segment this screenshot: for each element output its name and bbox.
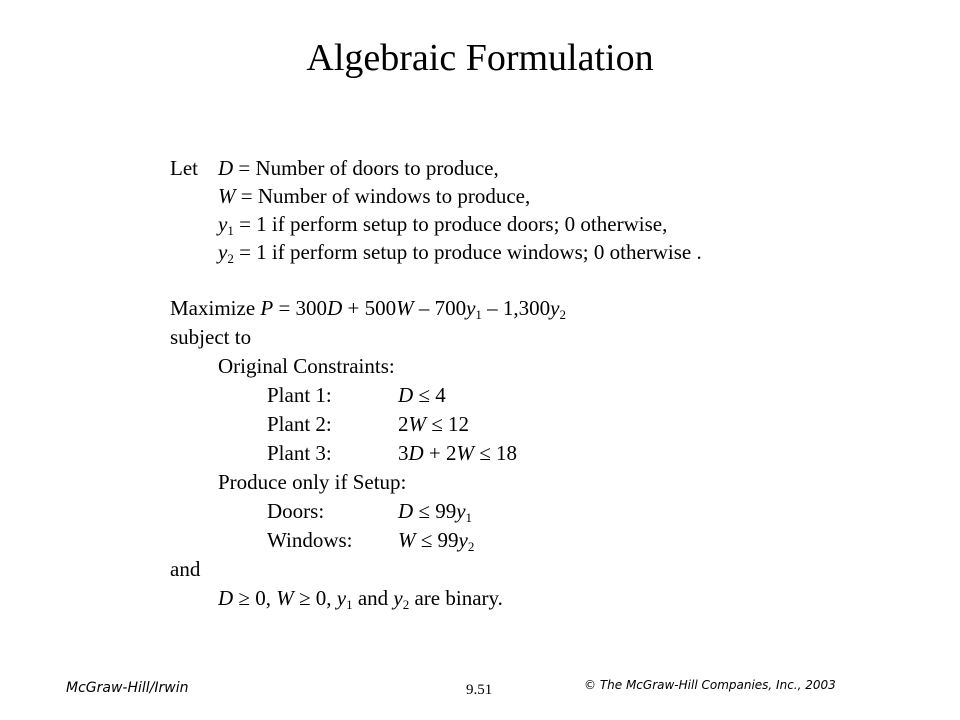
original-constraints-heading: Original Constraints: [218,354,395,378]
var-d: D [408,441,424,465]
var-w: W [276,586,294,610]
var-w: W [398,528,416,552]
nonnegativity-constraint [218,586,503,610]
var-w: W [408,412,426,436]
subscript: 1 [475,307,482,322]
coefficient: 2 [398,412,409,436]
definition-doors [218,156,499,180]
var-p: P [260,296,274,320]
var-y: y [218,240,228,264]
footer-publisher: McGraw-Hill/Irwin [66,680,189,696]
constraint-text: ≥ 0, [293,586,337,610]
y1-definition: = 1 if perform setup to produce doors; 0 otherwise, [233,212,668,236]
slide-title: Algebraic Formulation [306,37,654,79]
var-d: D [398,383,414,407]
var-d: D [327,296,343,320]
doors-definition: = Number of doors to produce, [233,156,499,180]
plant3-constraint [398,441,517,465]
var-y: y [456,499,466,523]
subscript: 2 [559,307,566,322]
objective-function [170,296,566,320]
plant3-label: Plant 3: [267,441,332,465]
objective-text: + 500 [342,296,397,320]
var-w: W [456,441,475,465]
plant1-constraint [398,383,446,407]
var-w: W [396,296,414,320]
subscript: 2 [227,251,234,266]
constraint-text: and [352,586,394,610]
objective-text: – 700 [413,296,467,320]
subscript: 1 [465,510,473,525]
maximize-label: Maximize [170,296,261,320]
windows-constraint [398,528,474,552]
var-d: D [398,499,414,523]
footer-copyright: © The McGraw-Hill Companies, Inc., 2003 [584,678,836,692]
constraint-rhs: ≤ 4 [413,383,446,407]
subscript: 2 [467,539,475,554]
windows-definition: = Number of windows to produce, [235,184,531,208]
definition-y1 [218,212,667,236]
constraint-rhs: ≤ 99 [413,499,457,523]
coefficient: 3 [398,441,409,465]
subscript: 2 [402,597,410,612]
constraint-text: are binary. [409,586,503,610]
let-line-doors [170,156,198,180]
constraint-text: ≥ 0, [233,586,277,610]
var-w: W [218,184,236,208]
var-y: y [393,586,403,610]
var-y: y [550,296,560,320]
windows-label: Windows: [267,528,353,552]
constraint-rhs: ≤ 18 [474,441,518,465]
produce-only-heading: Produce only if Setup: [218,470,407,494]
let-label: Let [170,156,198,180]
var-y: y [458,528,468,552]
plant2-constraint [398,412,469,436]
var-d: D [218,586,234,610]
plant2-label: Plant 2: [267,412,332,436]
plant1-label: Plant 1: [267,383,332,407]
definition-y2 [218,240,702,264]
var-y: y [336,586,347,610]
and-label: and [170,557,201,581]
objective-text: – 1,300 [481,296,551,320]
y2-definition: = 1 if perform setup to produce windows; 0 otherwise . [233,240,702,264]
var-d: D [218,156,234,180]
var-y: y [218,212,228,236]
constraint-mid: + 2 [423,441,457,465]
subscript: 1 [346,597,353,612]
doors-label: Doors: [267,499,325,523]
subscript: 1 [227,223,234,238]
slide-number: 9.51 [466,682,493,698]
definition-windows [218,184,530,208]
constraint-rhs: ≤ 99 [415,528,459,552]
constraint-rhs: ≤ 12 [426,412,470,436]
doors-constraint [398,499,472,523]
var-y: y [466,296,476,320]
subject-to: subject to [170,325,252,349]
objective-text: = 300 [273,296,328,320]
